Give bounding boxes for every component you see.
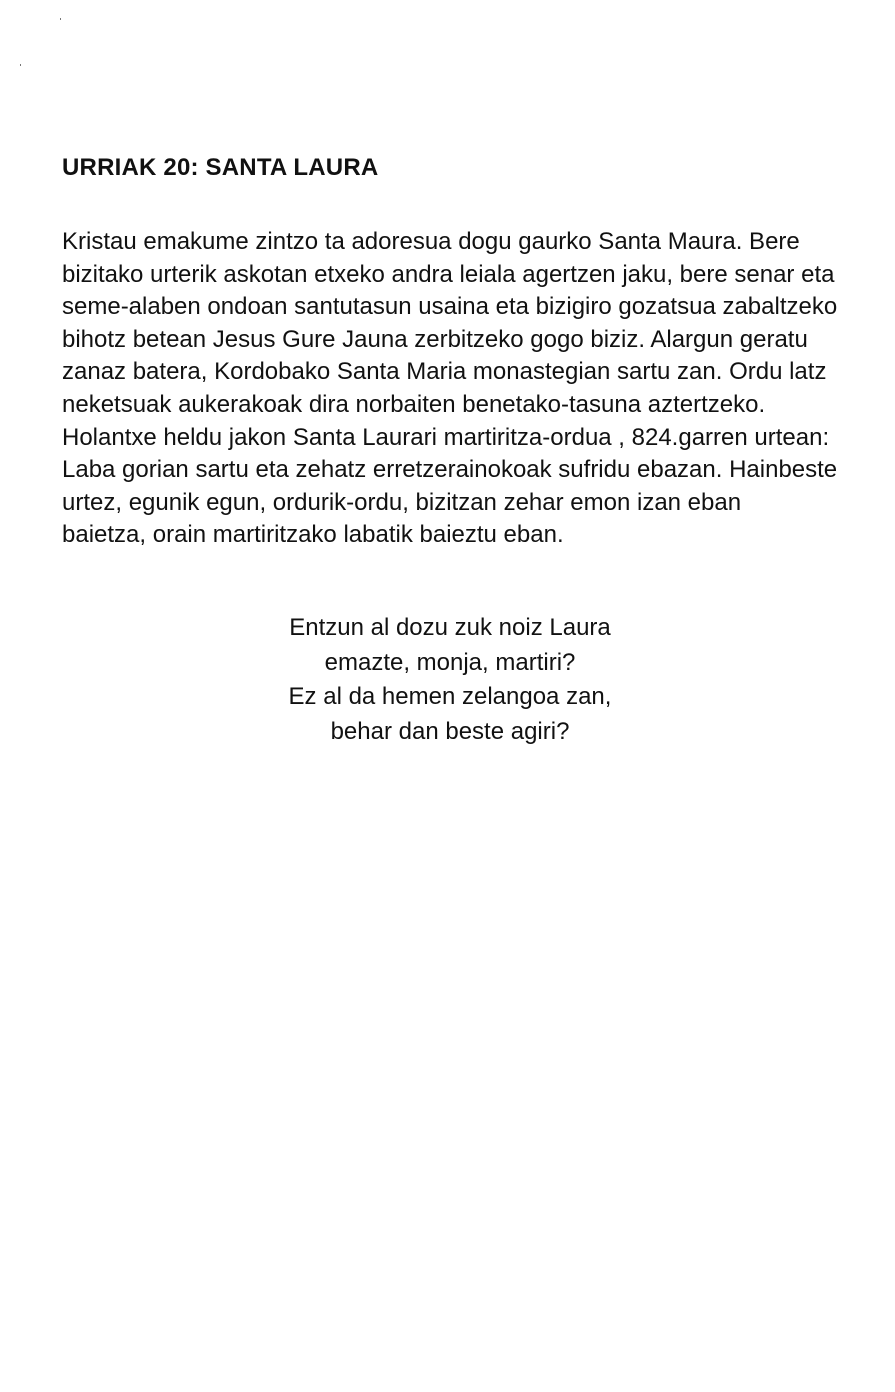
- body-paragraph: [62, 226, 862, 552]
- paragraph-line: Kristau emakume zintzo ta adoresua dogu gaurko Santa Maura. Bere: [62, 228, 800, 255]
- paragraph-line: Holantxe heldu jakon Santa Laurari martiritza-ordua , 824.garren urtean:: [62, 423, 830, 451]
- paragraph-line: bizitako urterik askotan etxeko andra leiala agertzen jaku, bere senar eta: [62, 260, 835, 288]
- verse-line: Entzun al dozu zuk noiz Laura: [289, 614, 611, 641]
- paragraph-line: Laba gorian sartu eta zehatz erretzerainokoak sufridu ebazan. Hainbeste: [62, 456, 838, 484]
- paragraph-line: seme-alaben ondoan santutasun usaina eta bizigiro gozatsua zabaltzeko: [62, 293, 838, 321]
- paragraph-line: urtez, egunik egun, ordurik-ordu, bizitzan zehar emon izan eban: [62, 488, 742, 516]
- paragraph-line: bihotz betean Jesus Gure Jauna zerbitzeko gogo biziz. Alargun geratu: [62, 325, 808, 353]
- verse-line: emazte, monja, martiri?: [324, 648, 576, 676]
- paragraph-line: zanaz batera, Kordobako Santa Maria monastegian sartu zan. Ordu latz: [62, 358, 827, 386]
- verse-line: behar dan beste agiri?: [330, 717, 570, 745]
- page-title: URRIAK 20: SANTA LAURA: [62, 154, 379, 181]
- scan-speck: [60, 18, 61, 20]
- verse-line: Ez al da hemen zelangoa zan,: [288, 683, 612, 710]
- verse-stanza: [200, 611, 700, 749]
- paragraph-line: baietza, orain martiritzako labatik baieztu eban.: [62, 521, 564, 549]
- scan-speck: [20, 64, 21, 66]
- paragraph-line: neketsuak aukerakoak dira norbaiten benetako-tasuna aztertzeko.: [62, 390, 766, 418]
